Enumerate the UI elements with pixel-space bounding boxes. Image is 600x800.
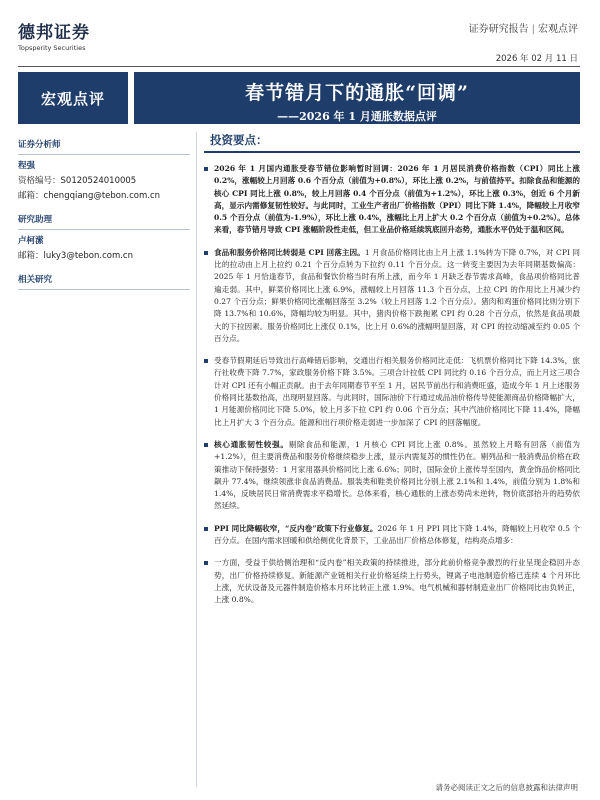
email-address[interactable]: luky3@tebon.com.cn <box>43 251 133 261</box>
email-label: 邮箱： <box>18 191 44 201</box>
analyst-name: 程强 <box>18 161 36 171</box>
list-item: 2026 年 1 月国内通胀受春节错位影响暂时回调：2026 年 1 月居民消费价格指数（CPI）同比上涨 0.2%，涨幅较上月回落 0.6 个百分点（前值为+0.8%），环比上涨 0.2%，与前值持平。扣除食品和能源的核心 CPI 同比上涨 0.8%，较上月回落 0.4 个百分点（前值为+1.2%），环比上涨 0.3%，创近 6 个月新高，显示内需修复韧性较好。与此同时，工业生产者出厂价格指数（PPI）同比下降 1.4%，降幅较上月收窄 0.5 个百分点（前值为-1.9%），环比上涨 0.4%，涨幅比上月上扩大 0.2 个百分点（前值为+0.2%）。总体来看，春节错月导致 CPI 涨幅阶段性走低，但工业品价格延续筑底回升态势，通胀水平仍处于温和区间。 <box>204 163 580 237</box>
disclaimer-footer: 请务必阅读正文之后的信息披露和法律声明 <box>435 783 578 792</box>
company-logo <box>18 18 90 52</box>
report-type-separator: | <box>531 24 535 35</box>
related-research-heading: 相关研究 <box>18 275 53 285</box>
logo-chinese: 德邦证券 <box>18 23 90 43</box>
report-type-label: 证券研究报告 <box>468 24 529 35</box>
report-subtype-label: 宏观点评 <box>538 24 578 35</box>
bullet-icon <box>204 561 208 565</box>
page-header <box>0 0 600 64</box>
bullet-icon <box>204 443 208 447</box>
report-subtitle: ——2026 年 1 月通胀数据点评 <box>277 110 437 123</box>
analyst-email <box>18 189 194 201</box>
report-type <box>469 20 578 35</box>
report-title: 春节错月下的通胀“回调” <box>245 82 469 104</box>
column-divider <box>196 132 197 787</box>
assistant-email <box>18 249 194 261</box>
report-date: 2026 年 02 月 11 日 <box>495 54 578 64</box>
header-divider <box>18 66 580 67</box>
sidebar <box>18 124 194 294</box>
logo-english: Topsperity Securities <box>18 44 86 52</box>
section-divider <box>18 289 190 290</box>
bullet-icon <box>204 251 208 255</box>
cert-number: S0120524010005 <box>60 176 137 186</box>
main-content <box>204 132 580 607</box>
category-banner: 宏观点评 <box>18 72 128 124</box>
email-label: 邮箱： <box>18 251 44 261</box>
list-item: 食品和服务价格同比转弱是 CPI 回落主因。1 月食品价格同比由上月上涨 1.1%转为下降 0.7%，对 CPI 同比的拉动由上月上拉约 0.21 个百分点转为下拉约 0.11 个百分点。这一转变主要因为去年同期基数偏高：2025 年 1 月恰逢春节，食品和餐饮价格当时有所上涨，而今年 1 月缺乏春节需求高峰，食品项价格同比普遍走弱。其中，鲜菜价格同比上涨 6.9%，涨幅较上月回落 11.3 个百分点，上拉 CPI 的作用比上月减少约 0.27 个百分点；鲜果价格同比涨幅回落至 3.2%（较上月回落 1.2 个百分点）。猪肉和鸡蛋价格同比则分别下降 13.7%和 10.6%，降幅均较为明显。其中，猪肉价格下跌拖累 CPI 约 0.28 个百分点，依然是食品项最大的下拉因素。服务价格同比上涨仅 0.1%，比上月 0.6%的涨幅明显回落，对 CPI 的拉动缩减至约 0.05 个百分点。 <box>204 247 580 345</box>
list-item: PPI 同比降幅收窄，“反内卷”政策下行业修复。2026 年 1 月 PPI 同比下降 1.4%，降幅较上月收窄 0.5 个百分点。在国内需求回暖和供给侧优化背景下，工业品出厂价格总体修复，结构亮点增多： <box>204 523 580 548</box>
section-divider <box>18 154 190 155</box>
email-address[interactable]: chengqiang@tebon.com.cn <box>43 191 161 201</box>
bullet-icon <box>204 359 208 363</box>
cert-label: 资格编号： <box>18 176 61 186</box>
list-item: 一方面，受益于供给侧治理和“反内卷”相关政策的持续推进，部分此前价格竞争激烈的行业呈现企稳回升态势，出厂价格持续修复。新能源产业链相关行业价格延续上行势头，锂离子电池制造价格已连续 4 个月环比上涨，光伏设备及元器件制造价格本月环比转正上涨 1.9%。电气机械和器材制造业出厂价格同比由负转正，上涨 0.8%。 <box>204 557 580 606</box>
analyst-cert <box>18 174 194 186</box>
key-points-underline <box>204 151 580 153</box>
list-item: 核心通胀韧性较强。剔除食品和能源，1 月核心 CPI 同比上涨 0.8%。虽然较上月略有回落（前值为+1.2%），但主要消费品和服务价格继续稳步上涨，显示内需复苏的惯性仍在。剔列品和一般消费品价格在政策推动下保持强势：1 月家用器具价格同比上涨 6.6%；同时，国际金价上涨传导至国内，黄金饰品价格同比飙升 77.4%，继续领涨非食品消费品。服装类和鞋类价格同比分别上涨 2.1%和 1.4%，前值分别为 1.8%和 1.4%，反映居民日常消费需求平稳增长。总体来看，核心通胀的上涨态势尚未逆转，物价底部抬升的趋势依然延续。 <box>204 439 580 513</box>
bullet-icon <box>204 527 208 531</box>
section-divider <box>18 229 190 230</box>
title-banner <box>134 72 580 124</box>
key-points-list <box>204 163 580 607</box>
analyst-heading: 证券分析师 <box>18 140 61 150</box>
assistant-heading: 研究助理 <box>18 215 53 225</box>
list-item: 受春节假期延后导致出行高峰错后影响，交通出行相关服务价格同比走低：飞机票价格同比下降 14.3%，旅行社收费下降 7.7%，家政服务价格下降 3.5%。三项合计拉低 CPI 同比约 0.16 个百分点，而上月这三项合计对 CPI 还有小幅正贡献。由于去年同期春节平至 1 月，居民节前出行和消费旺盛，造成今年 1 月上述服务价格同比基数抬高，出现明显回落。与此同时，国际油价下行通过成品油价格传导使能源商品价格降幅扩大，1 月能源价格同比下降 5.0%，较上月多下拉 CPI 约 0.06 个百分点；其中汽油价格同比下降 11.4%，降幅比上月扩大 3 个百分点。能源和出行项价格走弱进一步加深了 CPI 的回落幅度。 <box>204 355 580 429</box>
assistant-name: 卢柯潆 <box>18 236 44 246</box>
bullet-icon <box>204 167 208 171</box>
key-points-heading: 投资要点： <box>210 133 268 147</box>
